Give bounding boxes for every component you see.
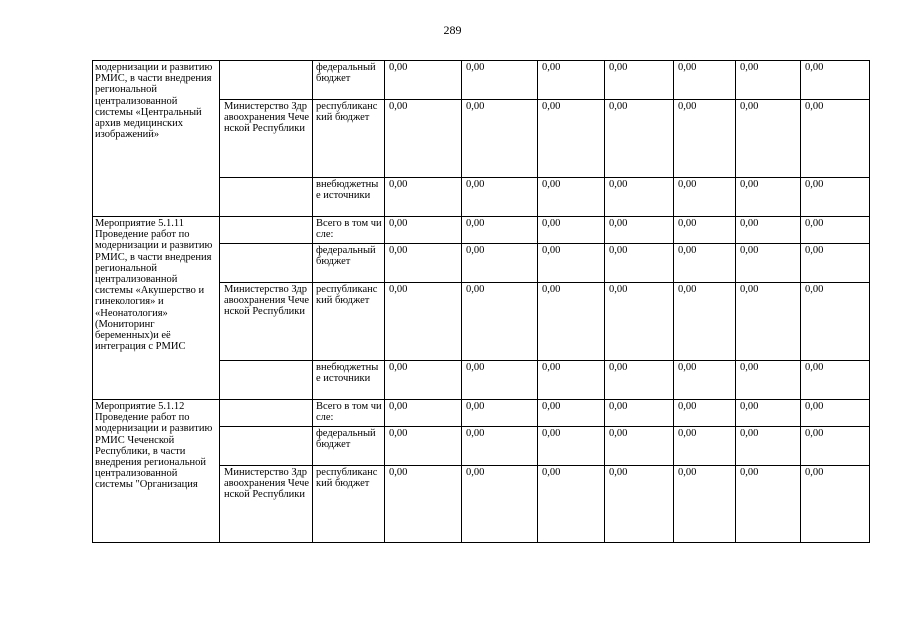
value-cell: 0,00 [605,283,674,361]
funding-source-cell: Всего в том числе: [313,217,385,244]
ministry-cell: Министерство Здравоохранения Чеченской Республики [220,283,313,361]
value-cell: 0,00 [674,178,736,217]
value-cell: 0,00 [385,61,462,100]
page-number: 289 [443,23,462,37]
description-text: Мероприятие 5.1.12 Проведение работ по [95,401,190,424]
funding-source-cell: республиканский бюджет [313,283,385,361]
value-cell: 0,00 [538,361,605,400]
value-cell: 0,00 [538,178,605,217]
value-cell: 0,00 [605,427,674,466]
description-text: региональной централизованной системы «Центральный архив медицинских изображений» [95,84,202,141]
value-cell: 0,00 [538,283,605,361]
value-cell: 0,00 [736,400,801,427]
responsible-cell [220,178,313,217]
value-cell: 0,00 [674,61,736,100]
value-cell: 0,00 [801,217,870,244]
ministry-cell: Министерство Здравоохранения Чеченской Республики [220,100,313,178]
value-cell: 0,00 [462,178,538,217]
value-cell: 0,00 [385,244,462,283]
value-cell: 0,00 [801,361,870,400]
value-cell: 0,00 [674,217,736,244]
value-cell: 0,00 [801,283,870,361]
value-cell: 0,00 [674,244,736,283]
value-cell: 0,00 [538,400,605,427]
value-cell: 0,00 [385,466,462,543]
ministry-cell: Министерство Здравоохранения Чеченской Республики [220,466,313,543]
description-text: модернизации и развитию РМИС, в части внедрения [95,240,213,263]
value-cell: 0,00 [674,427,736,466]
value-cell: 0,00 [538,100,605,178]
value-cell: 0,00 [674,100,736,178]
value-cell: 0,00 [385,427,462,466]
funding-source-cell: республиканский бюджет [313,466,385,543]
value-cell: 0,00 [736,427,801,466]
value-cell: 0,00 [736,466,801,543]
value-cell: 0,00 [736,217,801,244]
value-cell: 0,00 [385,217,462,244]
value-cell: 0,00 [605,61,674,100]
value-cell: 0,00 [538,61,605,100]
value-cell: 0,00 [462,427,538,466]
funding-source-cell: внебюджетные источники [313,361,385,400]
value-cell: 0,00 [538,427,605,466]
value-cell: 0,00 [801,244,870,283]
value-cell: 0,00 [674,400,736,427]
value-cell: 0,00 [801,466,870,543]
value-cell: 0,00 [538,466,605,543]
value-cell: 0,00 [605,100,674,178]
value-cell: 0,00 [462,244,538,283]
table-row [93,400,870,427]
value-cell: 0,00 [674,283,736,361]
value-cell: 0,00 [801,427,870,466]
value-cell: 0,00 [801,61,870,100]
value-cell: 0,00 [605,400,674,427]
value-cell: 0,00 [385,400,462,427]
description-text: модернизации и развитию РМИС, в части внедрения [95,62,213,85]
description-text: Мероприятие 5.1.11 Проведение работ по [95,218,190,241]
value-cell: 0,00 [801,178,870,217]
responsible-cell [220,427,313,466]
value-cell: 0,00 [462,400,538,427]
table-row [93,61,870,100]
responsible-cell [220,61,313,100]
responsible-cell [220,400,313,427]
value-cell: 0,00 [736,283,801,361]
value-cell: 0,00 [674,361,736,400]
value-cell: 0,00 [462,283,538,361]
description-text: (Мониторинг беременных)и её интеграция с РМИС [95,318,186,353]
value-cell: 0,00 [801,400,870,427]
value-cell: 0,00 [462,217,538,244]
description-text: региональной централизованной системы «Акушерство и гинекология» и «Неонатология» [95,262,205,319]
value-cell: 0,00 [736,244,801,283]
table-row [93,217,870,244]
value-cell: 0,00 [385,361,462,400]
value-cell: 0,00 [605,466,674,543]
value-cell: 0,00 [605,217,674,244]
value-cell: 0,00 [605,178,674,217]
responsible-cell [220,217,313,244]
funding-source-cell: внебюджетные источники [313,178,385,217]
responsible-cell [220,361,313,400]
value-cell: 0,00 [538,217,605,244]
activity-description [93,217,220,400]
value-cell: 0,00 [462,61,538,100]
value-cell: 0,00 [385,178,462,217]
value-cell: 0,00 [736,100,801,178]
value-cell: 0,00 [605,244,674,283]
value-cell: 0,00 [736,361,801,400]
value-cell: 0,00 [462,466,538,543]
funding-source-cell: федеральный бюджет [313,244,385,283]
activity-description [93,400,220,543]
value-cell: 0,00 [462,100,538,178]
value-cell: 0,00 [801,100,870,178]
budget-table [92,60,870,543]
description-text: модернизации и развитию РМИС Чеченской [95,423,213,446]
funding-source-cell: Всего в том числе: [313,400,385,427]
value-cell: 0,00 [385,100,462,178]
value-cell: 0,00 [674,466,736,543]
activity-description [93,61,220,217]
value-cell: 0,00 [385,283,462,361]
funding-source-cell: федеральный бюджет [313,61,385,100]
responsible-cell [220,244,313,283]
value-cell: 0,00 [538,244,605,283]
value-cell: 0,00 [605,361,674,400]
funding-source-cell: республиканский бюджет [313,100,385,178]
value-cell: 0,00 [462,361,538,400]
value-cell: 0,00 [736,178,801,217]
description-text: Республики, в части внедрения региональной централизованной системы "Организация [95,445,207,491]
funding-source-cell: федеральный бюджет [313,427,385,466]
value-cell: 0,00 [736,61,801,100]
